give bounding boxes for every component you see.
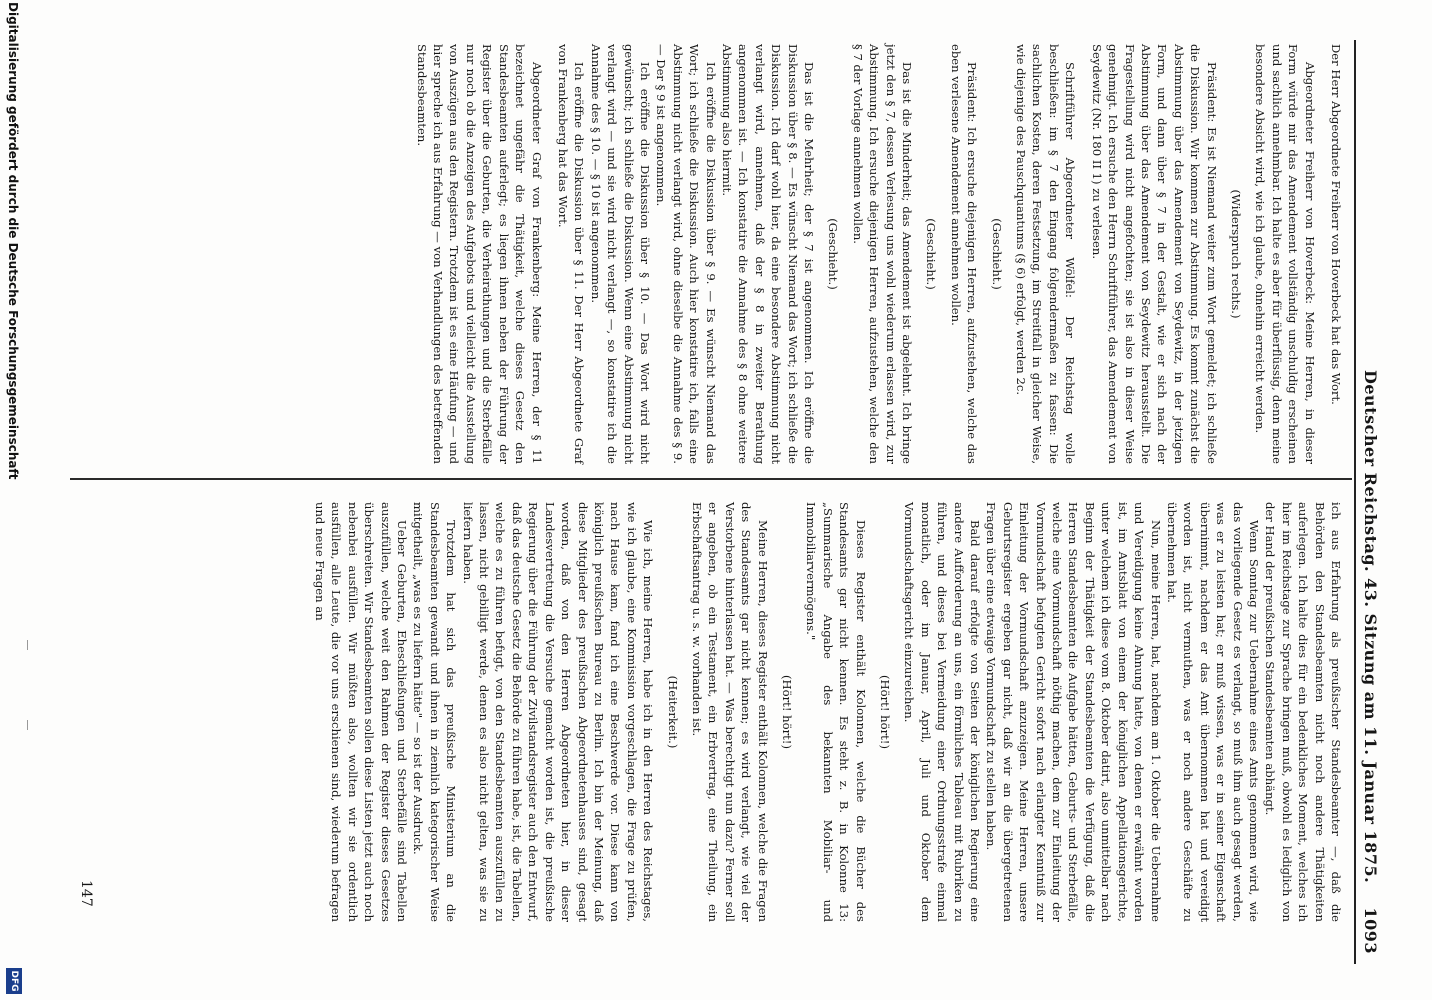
paragraph: Das ist die Minderheit; das Amendement ist abgelehnt. Ich bringe jetzt den § 7, dessen Verlesung uns wohl wiederum erlassen wird, zur Abstimmung. Ich ersuche diejenigen Herren, aufzustehen, welche den § 7 der Vorlage annehmen wollen. xyxy=(850,44,915,464)
paragraph: Das ist die Mehrheit; der § 7 ist angenommen. Ich eröffne die Diskussion über § 8. — Es wünscht Niemand das Wort; ich schließe die Diskussion. Ich darf wohl hier, da eine besondere Abstimmung nicht verlangt wird, annehmen, daß der § 8 in zweiter Berathung angenommen ist. — Ich konstatire die Annahme des § 8 ohne weitere Abstimmung also hiermit. xyxy=(720,44,817,464)
interjection: (Geschieht.) xyxy=(826,218,841,290)
paragraph: Abgeordneter Graf von Frankenberg: Meine Herren, der § 11 bezeichnet ungefähr die Thätigkeit, welche dieses Gesetz den Standesbeamten auferlegt; es liegen ihnen neben der Führung der Register über die Geburten, die Verheirathungen und die Sterbefälle nur noch ob die Anzeigen des Aufgebots und vielleicht die Ausstellung von Auszügen aus den Registern. Trotzdem ist es eine Häufung — und hier spreche ich aus Erfahrung — von Verhandlungen des betreffenden Standesbeamten. xyxy=(414,44,544,464)
digitization-credit: Digitalisierung gefördert durch die Deutsche Forschungsgemeinschaft xyxy=(6,2,20,480)
scan-mark xyxy=(27,640,28,650)
paragraph: ich aus Erfahrung als preußischer Standesbeamter —, daß die Behörden den Standesbeamten nicht noch andere Thätigkeiten auferlegen. Ich halte dies für ein bedenkliches Moment, welches ich hier im Reichstage zur Sprache bringen muß, obwohl es lediglich von der Hand der preußischen Standesbeamten abhängt. xyxy=(1263,502,1343,922)
paragraph: Ich eröffne die Diskussion über § 9. — Es wünscht Niemand das Wort; ich schließe die Diskussion. Auch hier konstatire ich, falls eine Abstimmung nicht verlangt wird, ohne dieselbe die Annahme des § 9. — Der § 9 ist angenommen. xyxy=(654,44,718,464)
paragraph: Ich eröffne die Diskussion über § 11. Der Herr Abgeordnete Graf von Frankenberg hat das Wort. xyxy=(555,44,587,464)
paragraph: Präsident: Ich ersuche diejenigen Herren, aufzustehen, welche das eben verlesene Amendement annehmen wollen. xyxy=(948,44,980,464)
page-header xyxy=(1354,40,1388,964)
header-rule xyxy=(1354,40,1356,964)
paragraph: Ich eröffne die Diskussion über § 10. — Das Wort wird nicht gewünscht; ich schließe die Diskussion. Wenn eine Abstimmung nicht verlangt wird — und sie wird nicht verlangt —, so konstatire ich die Annahme des § 10. — § 10 ist angenommen. xyxy=(588,44,652,464)
paragraph: Schriftführer Abgeordneter Wölfel: Der Reichstag wolle beschließen: im § 7 den Eingang folgendermaßen zu fassen: Die sachlichen Kosten, deren Festsetzung, im Streitfall in gleicher Weise, wie diejenige des Pauschquantums (§ 6) erfolgt, werden 2c. xyxy=(1014,44,1078,464)
paragraph: Abgeordneter Freiherr von Hoverbeck: Meine Herren, in dieser Form würde mir das Amendement vollständig unschuldig erscheinen und sachlich annehmbar. Ich halte es aber für überflüssig, denn meine besondere Absicht wird, wie ich glaube, ohnehin erreicht werden. xyxy=(1253,44,1317,464)
header-title: Deutscher Reichstag. 43. Sitzung am 11. Januar 1875. xyxy=(1361,370,1380,884)
paragraph: Bald darauf erfolgte von Seiten der königlichen Regierung eine andere Aufforderung an uns, ein förmliches Tableau mit Rubriken zu führen, und dieses bei Vermeidung einer Ordnungsstrafe einmal monatlich, oder im Januar, April, Juli und Oktober dem Vormundschaftsgericht einzureichen. xyxy=(902,502,983,922)
column-divider xyxy=(70,478,1352,480)
dfg-logo-icon: DFG xyxy=(6,968,22,994)
header-page-number: 1093 xyxy=(1361,907,1380,954)
paragraph: Nun, meine Herren, hat, nachdem am 1. Oktober die Uebernahme und Vereidigung keine Ahnung hatte, von denen er erwähnt worden ist, im Amtsblatt von einem der königlichen Appellationsgerichte, unter welchem ich diese vom 8. Oktober datirt, also unmittelbar nach Beginn der Thätigkeit der Standesbeamten die Verfügung, daß die Herren Standesbeamten die Aufgabe hätten, Geburts- und Sterbefälle, welche eine Vormundschaft nöthig machen, dem zur Einleitung der Vormundschaft befugten Gericht sofort nach erlangter Kenntniß zur Einleitung der Vormundschaft anzuzeigen. Meine Herren, unsere Geburtsregister ergeben gar nicht, daß wir an die übergetretenen Fragen über eine etwaige Vormundschaft zu stellen haben. xyxy=(984,502,1163,922)
paragraph: Der Herr Abgeordnete Freiherr von Hoverbeck hat das Wort. xyxy=(1329,44,1343,405)
interjection: (Hört! hört!) xyxy=(878,675,893,749)
paragraph: Trotzdem hat sich das preußische Ministerium an die Standesbeamten gewandt und ihnen in ziemlich kategorischer Weise mitgetheilt, „was es zu liefern hätte" — so ist der Ausdruck. xyxy=(411,502,459,922)
interjection: (Geschieht.) xyxy=(989,218,1004,290)
paragraph: Ueber Geburten, Eheschließungen und Sterbefälle sind Tabellen auszufüllen, welche weit den Rahmen der Register dieses Gesetzes überschreiten. Wir Standesbeamten sollen diese Listen jetzt auch noch nebenbei ausfüllen. Wir müßten also, wollten wir sie ordentlich ausfüllen, alle Leute, die vor uns erschienen sind, wiederum befragen und neue Fragen an xyxy=(313,502,410,922)
interjection: (Hört! hört!) xyxy=(780,675,794,749)
left-column xyxy=(413,44,1344,464)
interjection: (Widerspruch rechts.) xyxy=(1228,189,1243,319)
right-column xyxy=(312,502,1344,922)
interjection: (Heiterkeit.) xyxy=(665,675,680,749)
bottom-page-number: 147 xyxy=(78,880,94,907)
paragraph: Dieses Register enthält Kolonnen, welche die Bücher des Standesamts gar nicht kennen. Es steht z. B. in Kolonne 13: „Summarische Angabe des bekannten Mobiliar- und Immobiliarvermögens." xyxy=(804,502,868,922)
paragraph: Wie ich, meine Herren, habe ich in den Herren des Reichstages, wie ich glaube, eine Kommission vorgeschlagen, die Frage zu prüfen, nach Hause kam, fand ich eine Beschwerde vor. Diese kann von königlich preußischen Bureau zu Berlin. Ich bin der Meinung, daß diese Mitglieder des preußischen Abgeordnetenhauses sind, gesagt worden, daß von den Herren Abgeordneten hier, in dieser Landesvertretung die Versuche gemacht worden ist, die preußische Regierung über die Führung der Zivilstandsregister auch den Entwurf, daß das deutsche Gesetz die Behörde zu führen habe, ist, die Tabellen, welche es zu führen befugt, von den Standesbeamten auszufüllen zu lassen, nicht gebilligt werde, denen es also nicht gelten, was sie zu liefern haben. xyxy=(460,502,656,922)
paragraph: Präsident: Es ist Niemand weiter zum Wort gemeldet; ich schließe die Diskussion. Wir kommen zur Abstimmung. Es kommt zunächst die Abstimmung über das Amendement von Seydewitz, in der jetzigen Form, und dann über § 7 in der Gestalt, wie er sich nach der Abstimmung über das Amendement von Seydewitz herausstellt. Die Fragestellung wird nicht angefochten; sie ist also in dieser Weise genehmigt. Ich ersuche den Herrn Schriftführer, das Amendement von Seydewitz (Nr. 180 II 1) zu verlesen. xyxy=(1089,44,1219,464)
paragraph: Wenn Sonntag zur Uebernahme eines Amts genommen wird, wie das vorliegende Gesetz es verlangt, so muß ihm auch gesagt werden, was er zu leisten hat; er muß wissen, was er in seiner Eigenschaft übernimmt, nachdem er das Amt übernommen hat und vereidigt worden ist, nicht vermuthen, was er noch andere Geschäfte zu übernehmen hat. xyxy=(1164,502,1261,922)
interjection: (Geschieht.) xyxy=(924,218,939,290)
scan-mark xyxy=(27,720,28,730)
paragraph: Meine Herren, dieses Register enthält Kolonnen, welche die Fragen des Standesamts gar nicht kennen; es wird verlangt, wie viel der Verstorbene hinterlassen hat. — Was berechtigt nun dazu? Ferner soll er angeben, ob ein Testament, ein Erbvertrag, eine Theilung, ein Erbschaftsantrag u. s. w. vorhanden ist. xyxy=(689,502,770,922)
